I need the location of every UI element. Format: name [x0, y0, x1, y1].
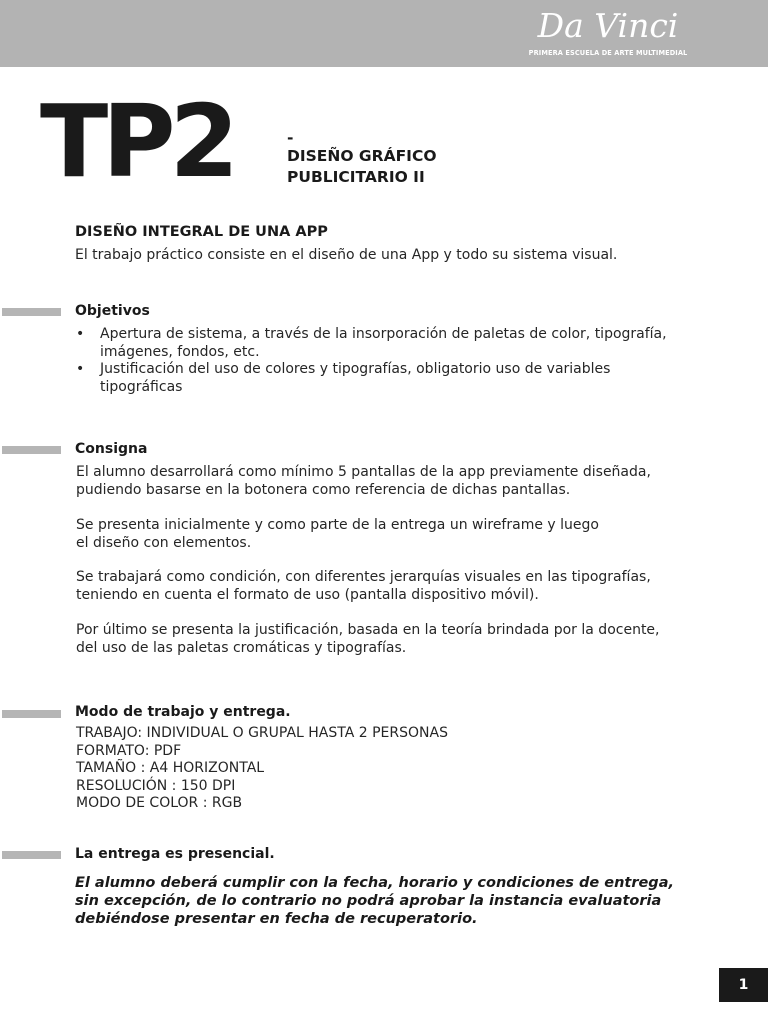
paragraph-line: del uso de las paletas cromáticas y tipografías.: [76, 639, 407, 656]
consigna-paragraph: [76, 622, 660, 657]
consigna-paragraph: [76, 517, 599, 552]
bullet-dot: •: [76, 326, 85, 342]
list-item-line: tipográficas: [100, 378, 183, 395]
section-bar-consigna: [2, 446, 61, 454]
consigna-paragraph: [76, 464, 651, 499]
modo-heading: Modo de trabajo y entrega.: [75, 704, 291, 720]
paragraph-line: Se trabajará como condición, con diferentes jerarquías visuales en las tipografías,: [76, 569, 651, 585]
note-line: sin excepción, de lo contrario no podrá aprobar la instancia evaluatoria: [75, 893, 662, 909]
entrega-note: [75, 874, 695, 928]
consigna-paragraph: [76, 569, 651, 604]
davinci-logo: Da Vinci: [537, 6, 679, 45]
section-bar-modo: [2, 710, 61, 718]
header-bar: [0, 0, 768, 67]
spec-line: MODO DE COLOR : RGB: [76, 795, 243, 811]
paragraph-line: el diseño con elementos.: [76, 534, 252, 551]
subject-line-2: PUBLICITARIO II: [287, 168, 425, 186]
modo-specs: [76, 725, 448, 813]
logo-tagline: PRIMERA ESCUELA DE ARTE MULTIMEDIAL: [528, 49, 688, 57]
paragraph-line: Por último se presenta la justificación, basada en la teoría brindada por la docente,: [76, 622, 660, 638]
list-item: [76, 326, 740, 361]
note-line: El alumno deberá cumplir con la fecha, horario y condiciones de entrega,: [75, 875, 674, 891]
list-item: [76, 361, 740, 396]
section-bar-entrega: [2, 851, 61, 859]
intro-text: El trabajo práctico consiste en el diseño de una App y todo su sistema visual.: [75, 247, 618, 263]
paragraph-line: Se presenta inicialmente y como parte de la entrega un wireframe y luego: [76, 517, 599, 533]
objetivos-heading: Objetivos: [75, 303, 150, 319]
list-item-line: Justificación del uso de colores y tipografías, obligatorio uso de variables: [100, 361, 611, 377]
list-item-line: Apertura de sistema, a través de la insorporación de paletas de color, tipografía,: [100, 326, 667, 342]
subject-line-1: DISEÑO GRÁFICO: [287, 147, 437, 165]
spec-line: TRABAJO: INDIVIDUAL O GRUPAL HASTA 2 PERSONAS: [76, 725, 448, 741]
subject-title: [287, 130, 437, 188]
subject-dash: -: [287, 129, 294, 147]
note-line: debiéndose presentar en fecha de recuperatorio.: [75, 911, 478, 927]
bullet-dot: •: [76, 361, 85, 377]
objetivos-list: [76, 326, 740, 396]
section-bar-objetivos: [2, 308, 61, 316]
page-number-badge: 1: [719, 968, 768, 1002]
spec-line: FORMATO: PDF: [76, 742, 182, 759]
paragraph-line: teniendo en cuenta el formato de uso (pantalla dispositivo móvil).: [76, 586, 539, 603]
tp-code-title: TP2: [40, 83, 234, 200]
spec-line: RESOLUCIÓN : 150 DPI: [76, 777, 236, 794]
paragraph-line: El alumno desarrollará como mínimo 5 pantallas de la app previamente diseñada,: [76, 464, 651, 480]
consigna-heading: Consigna: [75, 441, 148, 457]
entrega-heading: La entrega es presencial.: [75, 846, 275, 862]
spec-line: TAMAÑO : A4 HORIZONTAL: [76, 760, 265, 776]
list-item-line: imágenes, fondos, etc.: [100, 343, 260, 360]
intro-heading: DISEÑO INTEGRAL DE UNA APP: [75, 224, 328, 240]
paragraph-line: pudiendo basarse en la botonera como referencia de dichas pantallas.: [76, 481, 571, 498]
